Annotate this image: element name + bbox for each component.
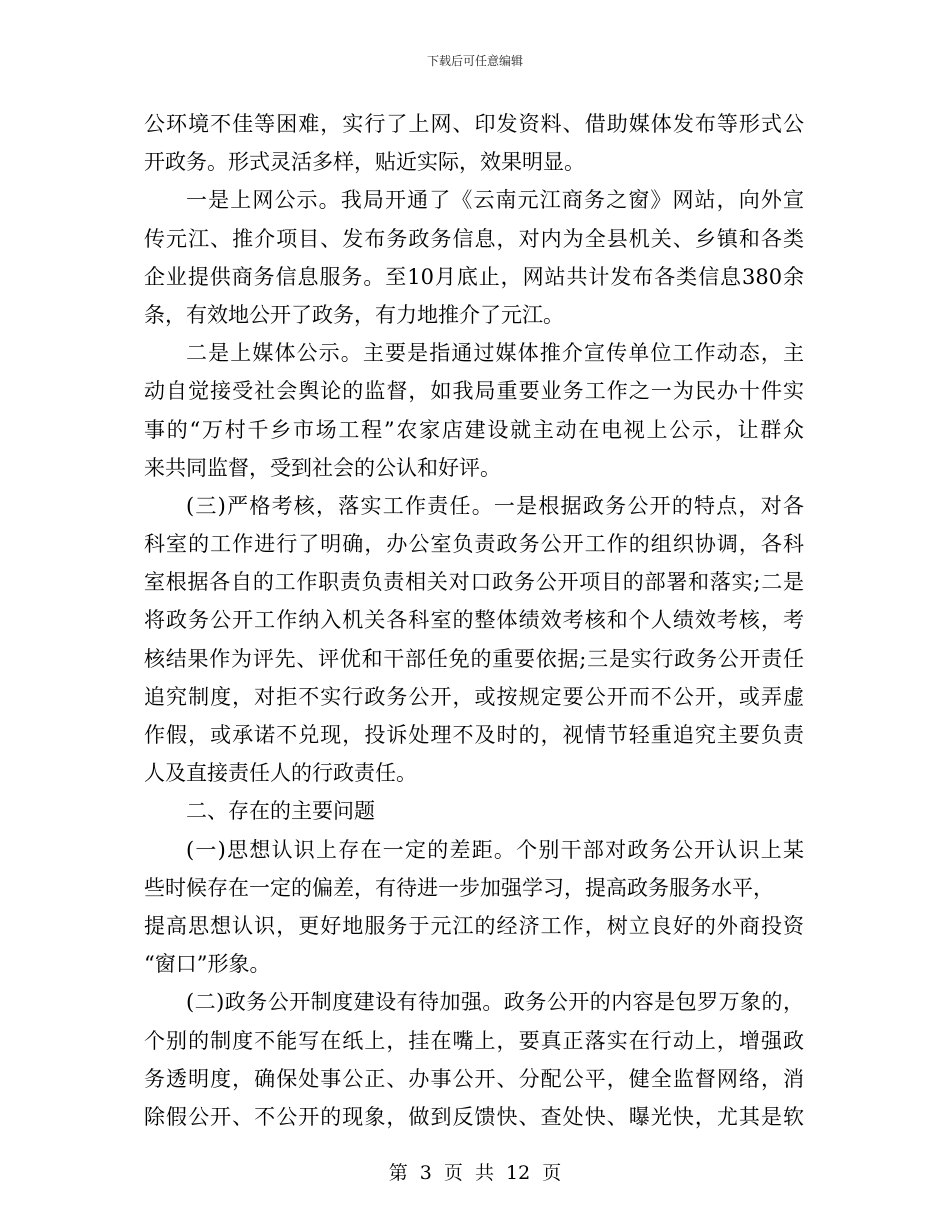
text-line: 将政务公开工作纳入机关各科室的整体绩效考核和个人绩效考核，考	[144, 608, 804, 633]
text-line: 科室的工作进行了明确，办公室负责政务公开工作的组织协调，各科	[144, 532, 804, 557]
text-line: 作假，或承诺不兑现，投诉处理不及时的，视情节轻重追究主要负责	[144, 723, 804, 747]
page-footer: 第 3 页 共 12 页	[388, 1162, 562, 1184]
text-line: 开政务。形式灵活多样，贴近实际，效果明显。	[144, 150, 585, 175]
text-line: 来共同监督，受到社会的公认和好评。	[144, 455, 501, 480]
text-line: 人及直接责任人的行政责任。	[144, 761, 417, 786]
document-body	[144, 105, 804, 1136]
text-line: 动自觉接受社会舆论的监督，如我局重要业务工作之一为民办十件实	[144, 379, 804, 404]
text-line: 提高思想认识，更好地服务于元江的经济工作，树立良好的外商投资	[144, 913, 804, 938]
text-line: 传元江、推介项目、发布务政务信息，对内为全县机关、乡镇和各类	[144, 226, 804, 251]
page-header: 下载后可任意编辑	[426, 54, 523, 68]
text-line: 公环境不佳等困难，实行了上网、印发资料、借助媒体发布等形式公	[144, 112, 804, 136]
text-line: “窗口”形象。	[144, 952, 271, 977]
text-line: 企业提供商务信息服务。至10月底止，网站共计发布各类信息380余	[144, 264, 804, 289]
text-line: 务透明度，确保处事公正、办事公开、分配公平，健全监督网络，消	[144, 1066, 804, 1091]
text-line: 个别的制度不能写在纸上，挂在嘴上，要真正落实在行动上，增强政	[144, 1028, 804, 1053]
text-line: 除假公开、不公开的现象，做到反馈快、查处快、曝光快，尤其是软	[144, 1104, 804, 1129]
text-line: 室根据各自的工作职责负责相关对口政务公开项目的部署和落实;二是	[144, 570, 804, 595]
text-line: 核结果作为评先、评优和干部任免的重要依据;三是实行政务公开责任	[144, 646, 804, 671]
text-line: 事的“万村千乡市场工程”农家店建设就主动在电视上公示，让群众	[144, 417, 804, 442]
text-line: (二)政务公开制度建设有待加强。政务公开的内容是包罗万象的，	[186, 990, 804, 1015]
text-line: 二是上媒体公示。主要是指通过媒体推介宣传单位工作动态，主	[186, 341, 804, 366]
text-line: 些时候存在一定的偏差，有待进一步加强学习，提高政务服务水平，	[144, 875, 774, 900]
text-line: (三)严格考核，落实工作责任。一是根据政务公开的特点，对各	[186, 493, 804, 518]
text-line: (一)思想认识上存在一定的差距。个别干部对政务公开认识上某	[186, 837, 804, 862]
text-line: 追究制度，对拒不实行政务公开，或按规定要公开而不公开，或弄虚	[144, 684, 804, 709]
text-line: 一是上网公示。我局开通了《云南元江商务之窗》网站，向外宣	[186, 188, 804, 213]
text-line: 二、存在的主要问题	[186, 799, 375, 824]
text-line: 条，有效地公开了政务，有力地推介了元江。	[144, 302, 564, 327]
